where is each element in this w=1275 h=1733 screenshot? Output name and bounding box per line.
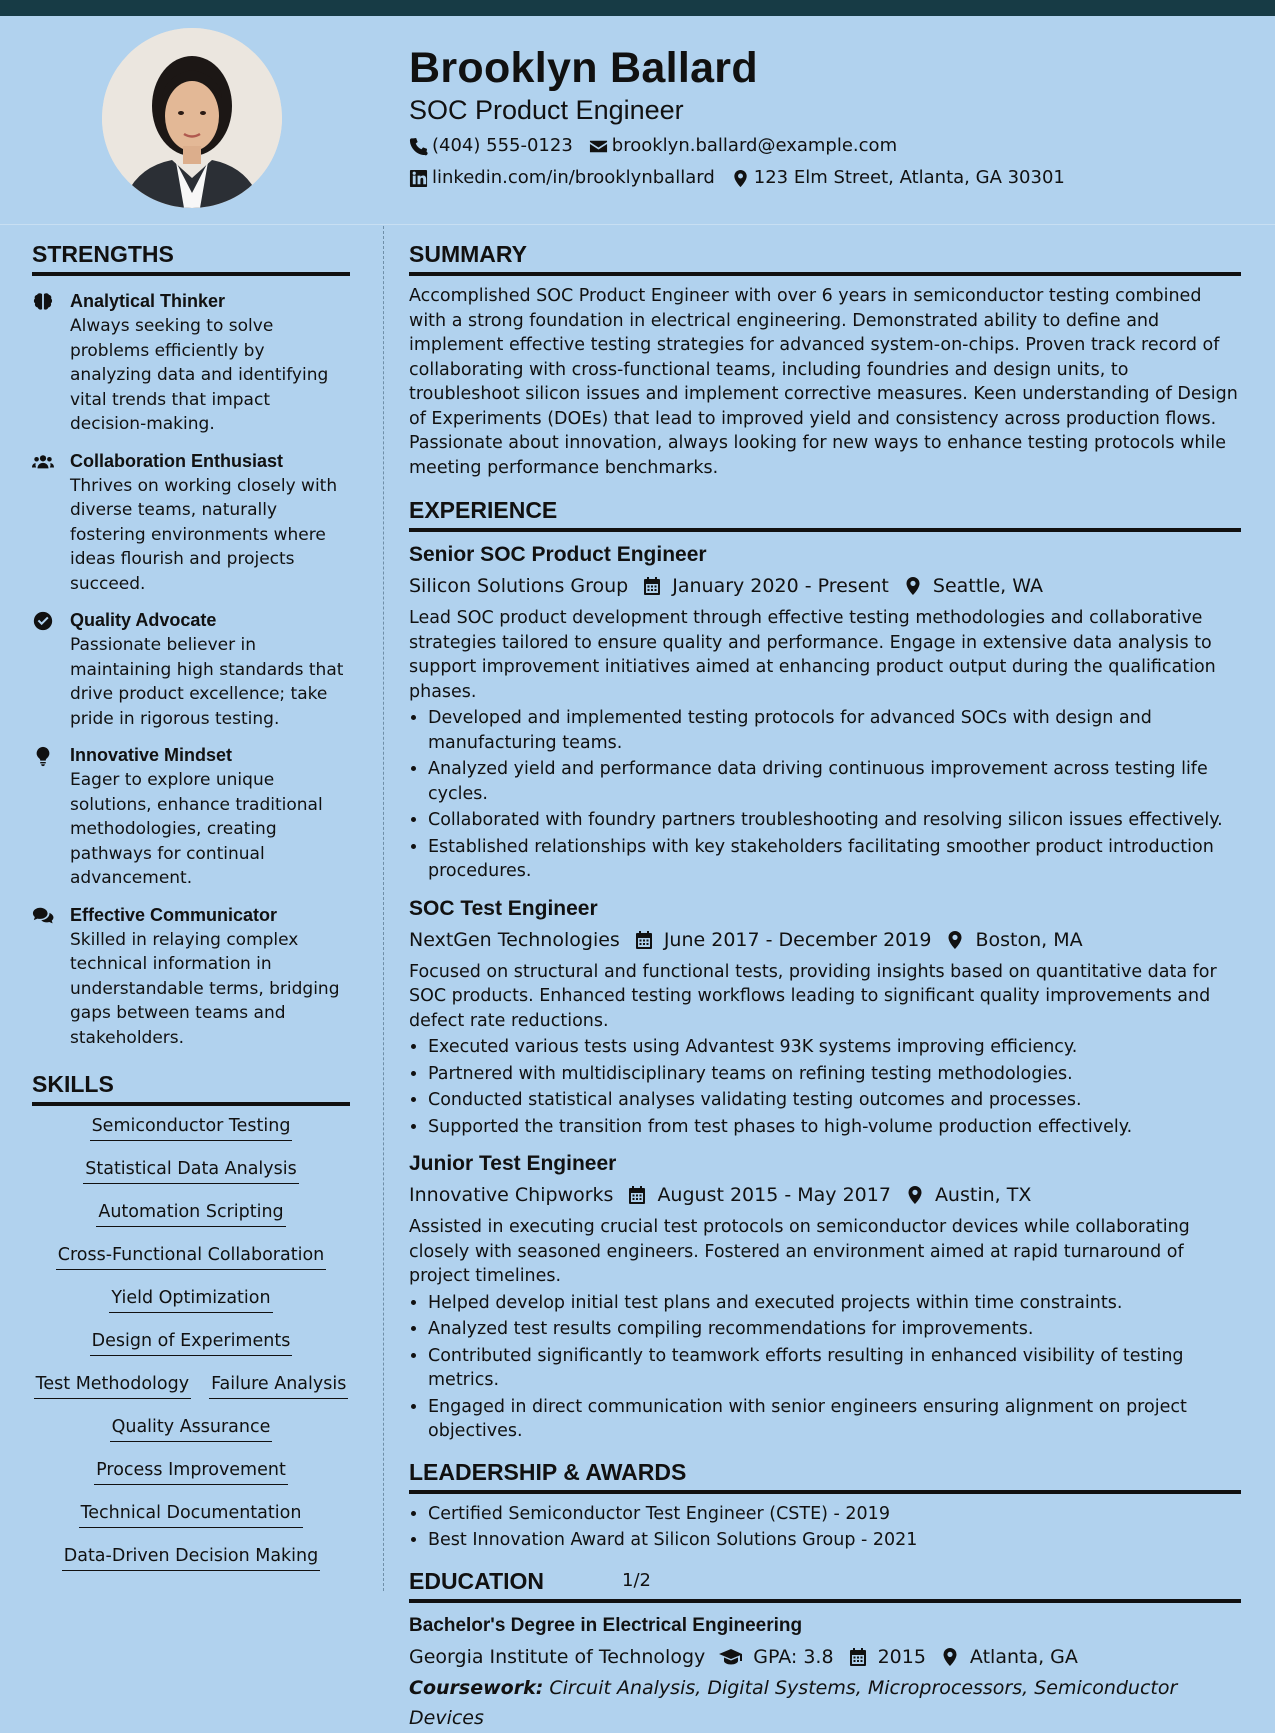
strength-item <box>32 902 350 1051</box>
skill-tag: Test Methodology <box>34 1372 191 1399</box>
job-bullet: • Established relationships with key stakeholders facilitating smoother product introduction procedures. <box>428 835 1241 884</box>
job-bullet: • Collaborated with foundry partners troubleshooting and resolving silicon issues effectively. <box>428 808 1241 833</box>
summary-text: Accomplished SOC Product Engineer with over 6 years in semiconductor testing combined with a strong foundation in electrical engineering. Demonstrated ability to define and implement effective testing strategies for advanced system-on-chips. Proven track record of collaborating with cross-functional teams, including foundries and design units, to troubleshoot silicon issues and implement corrective measures. Keen understanding of Design of Experiments (DOEs) that lead to improved yield and consistency across production flows. Passionate about innovation, always looking for new ways to enhance testing protocols while meeting performance benchmarks. <box>409 286 1238 478</box>
coursework-label: Coursework: <box>409 1676 544 1699</box>
summary-heading: SUMMARY <box>409 238 1241 276</box>
header <box>409 42 1081 194</box>
job-entry <box>409 894 1241 1140</box>
skills-list <box>32 1114 350 1571</box>
job-bullet: • Engaged in direct communication with senior engineers ensuring alignment on project objectives. <box>428 1395 1241 1444</box>
profile-photo <box>102 28 282 208</box>
job-entry <box>409 540 1241 884</box>
job-location: Seattle, WA <box>932 575 1043 597</box>
strength-description: Skilled in relaying complex technical information in understandable terms, bridging gaps between teams and stakeholders. <box>70 929 340 1048</box>
coursework-list: Circuit Analysis, Digital Systems, Microprocessors, Semiconductor Devices <box>409 1676 1178 1729</box>
lightbulb-icon <box>32 745 54 767</box>
right-column <box>409 238 1241 1733</box>
map-pin-icon <box>731 169 750 188</box>
job-description: Focused on structural and functional tests, providing insights based on quantitative data for SOC products. Enhanced testing workflows leading to significant quality improvements and defect rate reductions. <box>409 961 1217 1031</box>
job-location: Boston, MA <box>975 928 1083 951</box>
job-title: SOC Test Engineer <box>409 896 598 920</box>
strength-title: Innovative Mindset <box>70 745 233 765</box>
job-dates: January 2020 - Present <box>672 575 889 597</box>
company-name: Silicon Solutions Group <box>409 575 629 597</box>
job-title: Senior SOC Product Engineer <box>409 543 707 566</box>
envelope-icon <box>589 137 608 156</box>
skill-tag: Yield Optimization <box>109 1286 272 1313</box>
candidate-name: Brooklyn Ballard <box>409 44 758 92</box>
job-bullet: • Helped develop initial test plans and executed projects within time constraints. <box>428 1291 1241 1316</box>
skill-tag: Cross-Functional Collaboration <box>56 1243 327 1270</box>
job-bullet: • Partnered with multidisciplinary teams on refining testing methodologies. <box>428 1062 1241 1087</box>
linkedin-icon <box>409 169 428 188</box>
map-pin-icon <box>945 930 965 950</box>
job-location: Austin, TX <box>934 1184 1032 1206</box>
job-bullet: • Executed various tests using Advantest 93K systems improving efficiency. <box>428 1035 1241 1060</box>
phone-icon <box>409 137 428 156</box>
brain-icon <box>32 291 54 313</box>
skill-tag: Semiconductor Testing <box>90 1114 293 1141</box>
users-icon <box>32 451 54 473</box>
check-circle-icon <box>32 610 54 632</box>
school-location: Atlanta, GA <box>969 1645 1078 1668</box>
award-item: • Certified Semiconductor Test Engineer (CSTE) - 2019 <box>428 1502 1241 1527</box>
skill-tag: Statistical Data Analysis <box>83 1157 298 1184</box>
coursework <box>409 1673 1241 1733</box>
job-description: Assisted in executing crucial test protocols on semiconductor devices while collaborating closely with seasoned engineers. Fostered an environment aimed at rapid turnaround of project timelines. <box>409 1217 1190 1286</box>
job-dates: June 2017 - December 2019 <box>663 928 932 951</box>
job-bullet: • Developed and implemented testing protocols for advanced SOCs with design and manufacturing teams. <box>428 706 1241 755</box>
page-number: 1/2 <box>622 1570 651 1591</box>
strength-title: Quality Advocate <box>70 610 217 630</box>
header-divider <box>0 224 1275 225</box>
top-bar <box>0 0 1275 16</box>
address-contact <box>731 162 1065 194</box>
strength-item <box>32 742 350 891</box>
degree-title: Bachelor's Degree in Electrical Engineering <box>409 1614 803 1636</box>
job-bullet: • Contributed significantly to teamwork efforts resulting in enhanced visibility of testing metrics. <box>428 1344 1241 1393</box>
skill-tag: Quality Assurance <box>110 1415 273 1442</box>
strength-item <box>32 448 350 597</box>
strength-item <box>32 288 350 437</box>
school-name: Georgia Institute of Technology <box>409 1645 706 1668</box>
skill-tag: Failure Analysis <box>209 1372 348 1399</box>
job-bullet: • Conducted statistical analyses validating testing outcomes and processes. <box>428 1088 1241 1113</box>
comments-icon <box>32 905 54 927</box>
skill-tag: Design of Experiments <box>90 1329 293 1356</box>
strength-description: Always seeking to solve problems efficiently by analyzing data and identifying vital trends that impact decision-making. <box>70 316 329 434</box>
company-name: Innovative Chipworks <box>409 1184 614 1206</box>
strength-title: Analytical Thinker <box>70 291 226 311</box>
phone-text: (404) 555-0123 <box>432 135 573 156</box>
strengths-heading: STRENGTHS <box>32 238 350 276</box>
linkedin-text: linkedin.com/in/brooklynballard <box>432 167 715 188</box>
job-bullet: • Analyzed test results compiling recommendations for improvements. <box>428 1317 1241 1342</box>
strength-item <box>32 607 350 731</box>
strength-title: Collaboration Enthusiast <box>70 450 284 471</box>
strength-description: Eager to explore unique solutions, enhance traditional methodologies, creating pathways for continual advancement. <box>70 770 323 888</box>
linkedin-contact[interactable] <box>409 162 715 194</box>
company-name: NextGen Technologies <box>409 928 620 951</box>
strength-title: Effective Communicator <box>70 904 278 925</box>
calendar-icon <box>642 576 662 596</box>
calendar-icon <box>627 1185 647 1205</box>
skills-heading: SKILLS <box>32 1068 350 1106</box>
job-description: Lead SOC product development through effective testing methodologies and collaborative strategies tailored to ensure quality and performance. Engage in extensive data analysis to support improvement initiatives aimed at enhancing product output during the qualification phases. <box>409 608 1216 702</box>
award-item: • Best Innovation Award at Silicon Solutions Group - 2021 <box>428 1528 1241 1553</box>
map-pin-icon <box>903 576 923 596</box>
phone-contact[interactable] <box>409 130 573 162</box>
skill-tag: Technical Documentation <box>79 1501 304 1528</box>
email-text: brooklyn.ballard@example.com <box>611 135 898 156</box>
candidate-title: SOC Product Engineer <box>409 95 684 125</box>
calendar-icon <box>634 930 654 950</box>
job-bullet: • Analyzed yield and performance data driving continuous improvement across testing life cycles. <box>428 757 1241 806</box>
email-contact[interactable] <box>589 130 897 162</box>
job-entry <box>409 1149 1241 1444</box>
address-text: 123 Elm Street, Atlanta, GA 30301 <box>753 167 1065 188</box>
gpa: GPA: 3.8 <box>753 1645 834 1668</box>
job-dates: August 2015 - May 2017 <box>657 1184 891 1206</box>
skill-tag: Process Improvement <box>94 1458 288 1485</box>
job-bullet: • Supported the transition from test phases to high-volume production effectively. <box>428 1115 1241 1140</box>
map-pin-icon <box>905 1185 925 1205</box>
left-column <box>32 238 350 1587</box>
column-divider <box>383 226 384 1591</box>
education-heading: EDUCATION <box>409 1565 1241 1603</box>
skill-tag: Data-Driven Decision Making <box>62 1544 321 1571</box>
experience-heading: EXPERIENCE <box>409 494 1241 532</box>
job-title: Junior Test Engineer <box>409 1152 617 1175</box>
skill-tag: Automation Scripting <box>96 1200 285 1227</box>
awards-heading: LEADERSHIP & AWARDS <box>409 1456 1241 1494</box>
strength-description: Thrives on working closely with diverse teams, naturally fostering environments where ideas flourish and projects succeed. <box>70 475 338 594</box>
strength-description: Passionate believer in maintaining high standards that drive product excellence; take pride in rigorous testing. <box>70 635 344 729</box>
graduation-year: 2015 <box>877 1645 926 1668</box>
